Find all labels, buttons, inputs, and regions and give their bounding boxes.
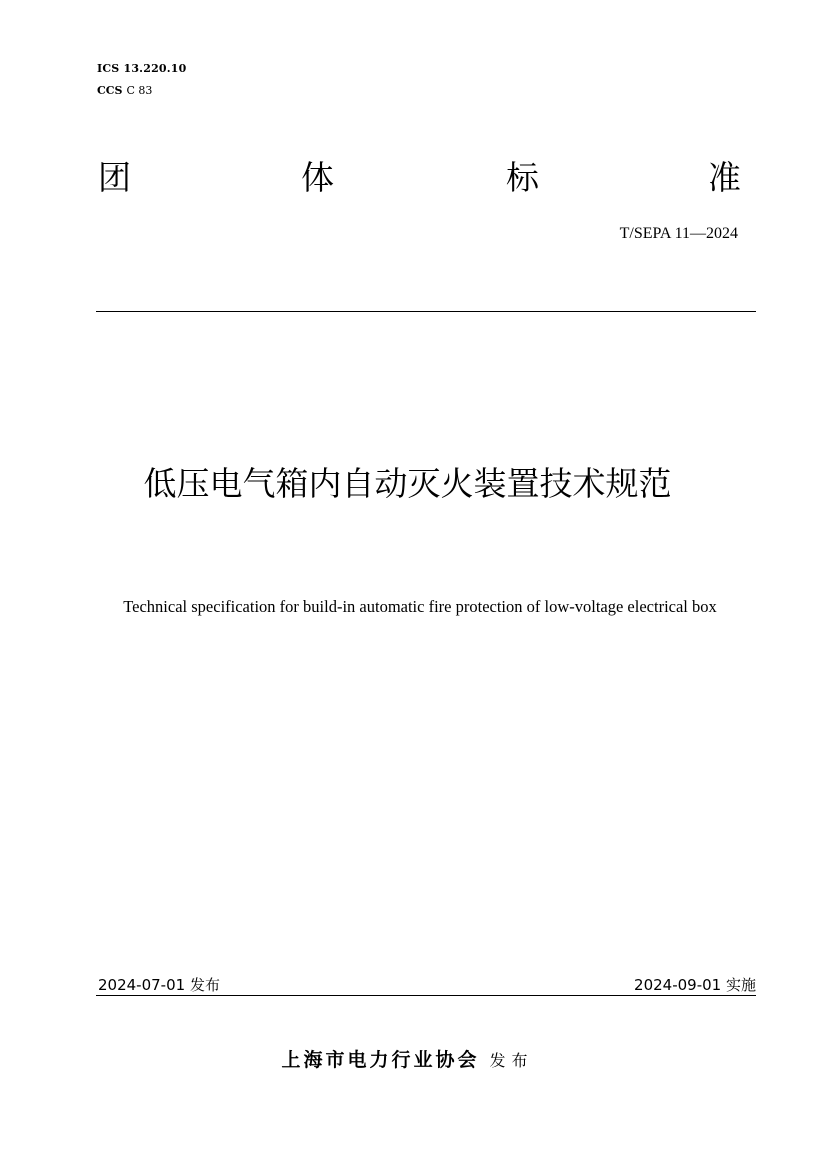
ccs-label: CCS (97, 84, 123, 97)
standard-type-char-4: 准 (708, 158, 741, 197)
issue-date: 2024-07-01 发布 (98, 976, 220, 994)
standard-number: T/SEPA 11—2024 (619, 225, 738, 242)
implementation-date: 2024-09-01 实施 (634, 976, 756, 994)
ccs-code (97, 84, 152, 97)
title-english: Technical specification for build-in automatic fire protection of low-voltage electrical box (123, 597, 717, 616)
standard-type-char-1: 团 (98, 158, 131, 197)
publisher-action: 发布 (489, 1051, 534, 1070)
ccs-value: C 83 (126, 84, 153, 97)
standard-type-char-2: 体 (301, 158, 334, 197)
date-divider (96, 995, 756, 996)
standard-type-char-3: 标 (506, 158, 539, 197)
title-chinese: 低压电气箱内自动灭火装置技术规范 (143, 464, 672, 503)
publisher-line (0, 1045, 815, 1072)
publisher-organization: 上海市电力行业协会 (281, 1049, 480, 1071)
ics-code: ICS 13.220.10 (97, 62, 187, 75)
header-divider (96, 311, 756, 312)
